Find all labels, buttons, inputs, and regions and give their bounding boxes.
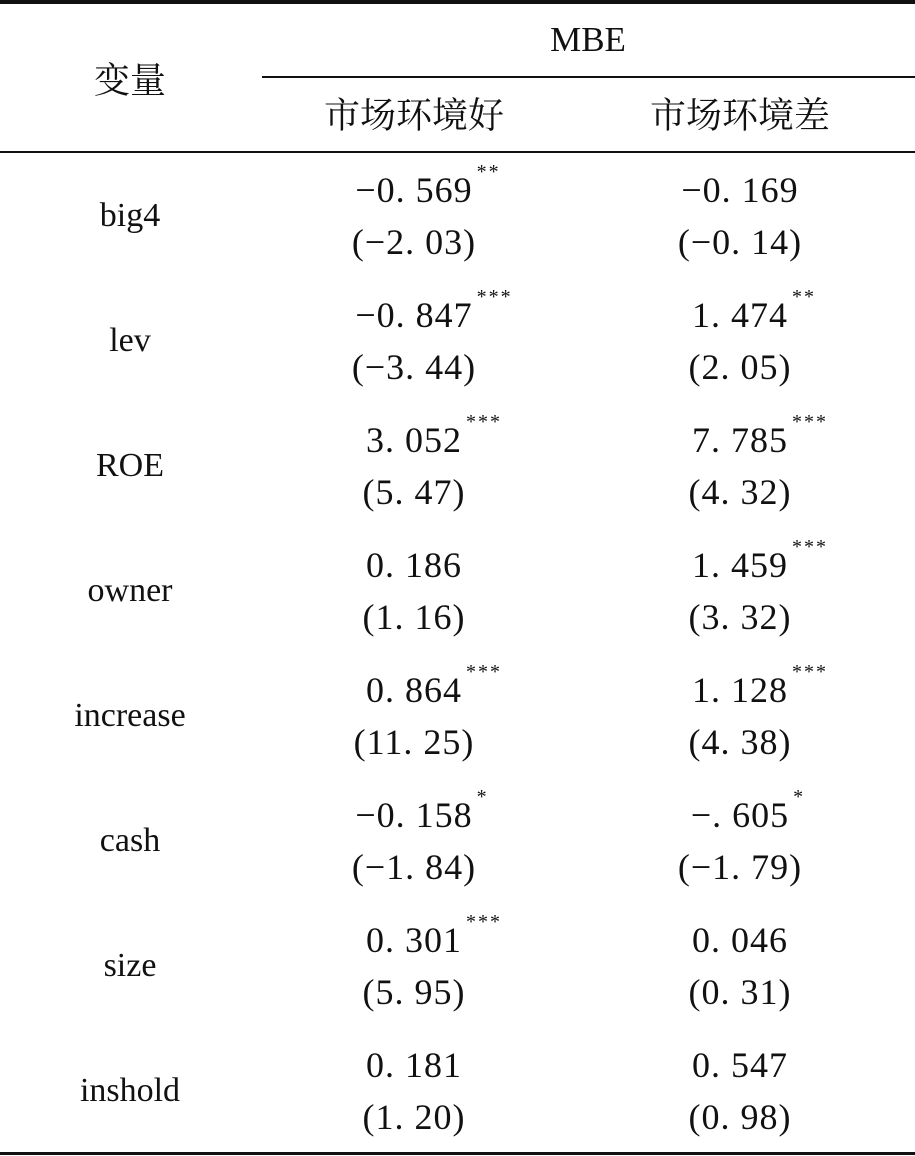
coefficient-text: 1. 128	[691, 670, 788, 710]
table-top-rule	[0, 0, 915, 4]
variable-name: cash	[99, 822, 161, 859]
coefficient-value	[355, 286, 513, 341]
t-statistic: (1. 20)	[362, 1097, 466, 1137]
significance-stars: ***	[791, 411, 828, 433]
variable-name: increase	[74, 697, 186, 734]
coefficient-text: 0. 186	[365, 545, 462, 585]
coefficient-text: 7. 785	[691, 420, 788, 460]
coefficient-text: 0. 046	[691, 920, 788, 960]
significance-stars: *	[793, 786, 806, 808]
bad-market-cell	[688, 536, 828, 643]
good-market-cell	[363, 539, 466, 643]
coefficient-text: 0. 301	[365, 920, 462, 960]
good-market-cell	[351, 286, 513, 393]
significance-stars: ***	[465, 661, 502, 683]
variable-column-header: 变量	[93, 60, 167, 101]
group-underline	[262, 76, 915, 78]
table-row	[0, 777, 915, 902]
t-statistic: (4. 38)	[688, 722, 792, 762]
coefficient-value	[692, 1039, 788, 1091]
significance-stars: ***	[465, 411, 502, 433]
table-bottom-rule	[0, 1152, 915, 1155]
coefficient-text: 0. 181	[365, 1045, 462, 1085]
coefficient-value	[681, 164, 798, 216]
t-statistic: (−0. 14)	[677, 222, 803, 262]
t-statistic: (−3. 44)	[351, 347, 477, 387]
t-statistic: (−1. 79)	[677, 847, 803, 887]
coefficient-text: −0. 569	[355, 170, 473, 210]
coefficient-value	[691, 411, 828, 466]
coefficient-value	[691, 661, 828, 716]
t-statistic: (5. 95)	[362, 972, 466, 1012]
t-statistic: (2. 05)	[688, 347, 792, 387]
table-body	[0, 152, 915, 1152]
good-market-cell	[362, 911, 502, 1018]
variable-name: owner	[87, 572, 173, 609]
table-row	[0, 1027, 915, 1152]
coefficient-text: −0. 169	[681, 170, 799, 210]
significance-stars: ***	[465, 911, 502, 933]
bad-market-cell	[689, 1039, 792, 1143]
t-statistic: (1. 16)	[362, 597, 466, 637]
variable-name: size	[103, 947, 157, 984]
coefficient-value	[366, 1039, 462, 1091]
coefficient-text: 0. 864	[365, 670, 462, 710]
table-row	[0, 402, 915, 527]
bad-market-cell	[689, 914, 792, 1018]
bad-market-cell	[677, 786, 806, 893]
good-market-column-header: 市场环境好	[323, 95, 505, 136]
good-market-cell	[351, 786, 489, 893]
coefficient-value	[691, 286, 816, 341]
coefficient-text: 3. 052	[365, 420, 462, 460]
t-statistic: (−2. 03)	[351, 222, 477, 262]
coefficient-text: −. 605	[690, 795, 790, 835]
t-statistic: (0. 31)	[688, 972, 792, 1012]
coefficient-text: 1. 474	[691, 295, 788, 335]
coefficient-value	[355, 786, 489, 841]
variable-name: lev	[109, 322, 151, 359]
table-row	[0, 902, 915, 1027]
coefficient-value	[366, 539, 462, 591]
coefficient-value	[365, 911, 502, 966]
table-row	[0, 527, 915, 652]
table-row	[0, 652, 915, 777]
variable-name: big4	[99, 197, 161, 234]
table-row	[0, 277, 915, 402]
significance-stars: ***	[791, 661, 828, 683]
t-statistic: (5. 47)	[362, 472, 466, 512]
variable-name: ROE	[96, 447, 164, 484]
mbe-group-header: MBE	[550, 20, 626, 59]
coefficient-text: −0. 158	[355, 795, 473, 835]
coefficient-value	[365, 411, 502, 466]
coefficient-text: 0. 547	[691, 1045, 788, 1085]
significance-stars: ***	[476, 286, 513, 308]
good-market-cell	[363, 1039, 466, 1143]
coefficient-value	[355, 161, 501, 216]
variable-name: inshold	[79, 1072, 181, 1109]
coefficient-value	[691, 536, 828, 591]
significance-stars: ***	[791, 536, 828, 558]
bad-market-cell	[678, 164, 802, 268]
coefficient-text: 1. 459	[691, 545, 788, 585]
t-statistic: (3. 32)	[688, 597, 792, 637]
coefficient-value	[365, 661, 502, 716]
good-market-cell	[362, 411, 502, 518]
t-statistic: (0. 98)	[688, 1097, 792, 1137]
significance-stars: **	[791, 286, 816, 308]
table-row	[0, 152, 915, 277]
bad-market-cell	[688, 411, 828, 518]
significance-stars: **	[476, 161, 501, 183]
good-market-cell	[353, 661, 502, 768]
good-market-cell	[351, 161, 501, 268]
bad-market-column-header: 市场环境差	[649, 95, 831, 136]
bad-market-cell	[688, 286, 816, 393]
t-statistic: (4. 32)	[688, 472, 792, 512]
significance-stars: *	[476, 786, 489, 808]
coefficient-text: −0. 847	[355, 295, 473, 335]
coefficient-value	[690, 786, 806, 841]
coefficient-value	[692, 914, 788, 966]
t-statistic: (11. 25)	[353, 722, 475, 762]
bad-market-cell	[688, 661, 828, 768]
t-statistic: (−1. 84)	[351, 847, 477, 887]
